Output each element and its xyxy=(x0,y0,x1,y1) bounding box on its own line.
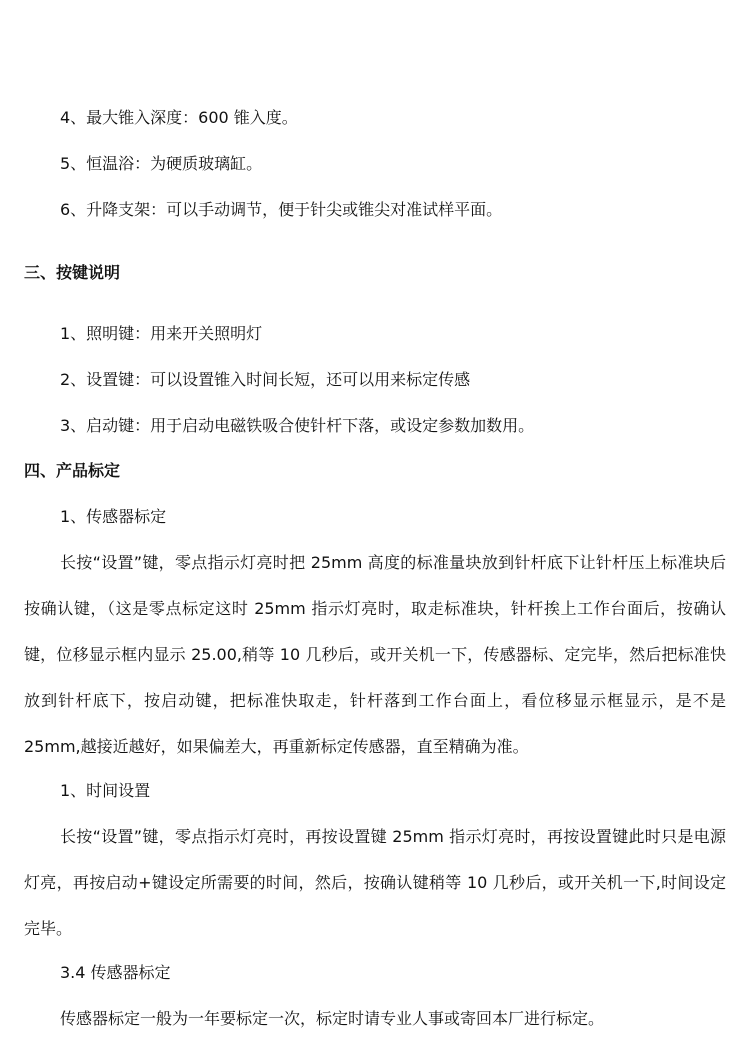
paragraph-3-4: 传感器标定一般为一年要标定一次，标定时请专业人事或寄回本厂进行标定。 xyxy=(60,1009,605,1028)
key-item-3: 3、启动键：用于启动电磁铁吸合使针杆下落，或设定参数加数用。 xyxy=(60,416,535,435)
section-heading-calibration: 四、产品标定 xyxy=(24,461,121,480)
section-heading-keys: 三、按键说明 xyxy=(24,263,121,282)
spec-item-4: 4、最大锥入深度：600 锥入度。 xyxy=(60,108,298,127)
subheading-3-4: 3.4 传感器标定 xyxy=(60,963,171,982)
paragraph-time-setting: 长按“设置”键，零点指示灯亮时，再按设置键 25mm 指示灯亮时，再按设置键此时只是电源灯亮，再按启动+键设定所需要的时间，然后，按确认键稍等 10 几秒后，或开关机一下,时间设定完毕。 xyxy=(24,827,726,938)
spec-item-5: 5、恒温浴：为硬质玻璃缸。 xyxy=(60,154,263,173)
key-item-2: 2、设置键：可以设置锥入时间长短，还可以用来标定传感 xyxy=(60,370,471,389)
paragraph-sensor-calibration: 长按“设置”键，零点指示灯亮时把 25mm 高度的标准量块放到针杆底下让针杆压上标准块后按确认键，（这是零点标定这时 25mm 指示灯亮时，取走标准块，针杆挨上工作台面后，按确认键，位移显示框内显示 25.00,稍等 10 几秒后，或开关机一下，传感器标、定完毕，然后把标准快放到针杆底下，按启动键，把标准快取走，针杆落到工作台面上，看位移显示框显示，是不是 25mm,越接近越好，如果偏差大，再重新标定传感器，直至精确为准。 xyxy=(24,553,726,756)
key-item-1: 1、照明键：用来开关照明灯 xyxy=(60,324,263,343)
subheading-sensor-calibration: 1、传感器标定 xyxy=(60,507,167,526)
spec-item-6: 6、升降支架：可以手动调节，便于针尖或锥尖对准试样平面。 xyxy=(60,200,503,219)
subheading-time-setting: 1、时间设置 xyxy=(60,781,151,800)
